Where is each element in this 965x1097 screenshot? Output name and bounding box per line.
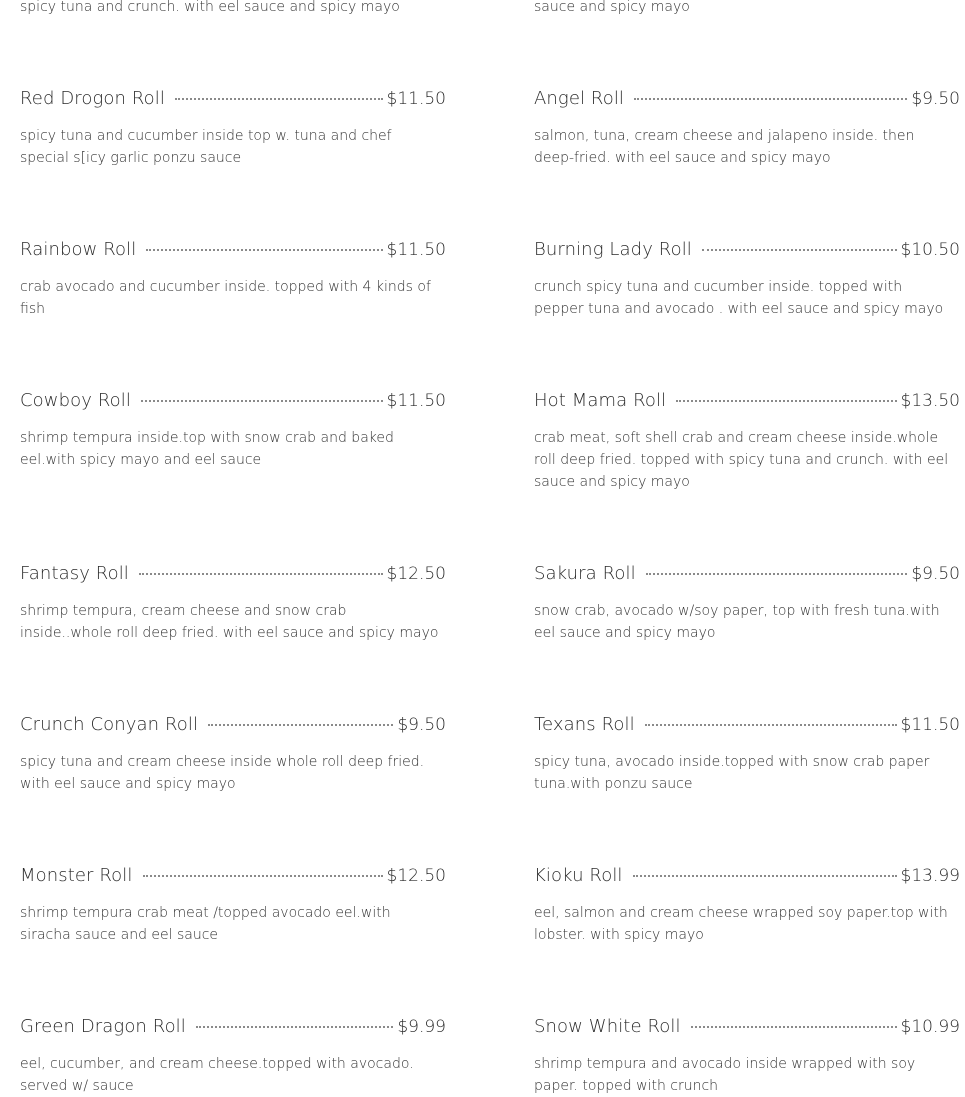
menu-item-description: spicy tuna, avocado inside.topped with snow crab paper tuna.with ponzu sauce: [534, 754, 930, 792]
dot-leader: [196, 1025, 393, 1028]
menu-item-price: $13.50: [900, 391, 960, 411]
menu-item-header: [534, 88, 960, 112]
menu-item-name: Hot Mama Roll: [534, 390, 667, 411]
menu-item-price: $9.50: [911, 89, 960, 109]
menu-item-price: $12.50: [386, 564, 446, 584]
menu-item-header: [20, 563, 446, 587]
menu-item-price: $12.50: [386, 866, 446, 886]
menu-item-price: $11.50: [386, 391, 446, 411]
menu-item-header: [20, 390, 446, 414]
menu-item-name: Crunch Conyan Roll: [20, 714, 199, 735]
menu-item-name: Cowboy Roll: [20, 390, 131, 411]
menu-item: [534, 865, 960, 946]
menu-item-description: crunch spicy tuna and cucumber inside. topped with pepper tuna and avocado . with eel sauce and spicy mayo: [534, 279, 944, 317]
dot-leader: [633, 874, 897, 877]
menu-item-header: [534, 1016, 960, 1040]
menu-item-name: Angel Roll: [534, 88, 625, 109]
menu-item-name: Sakura Roll: [534, 563, 636, 584]
menu-item: [534, 390, 960, 493]
menu-item-header: [534, 563, 960, 587]
menu-item-price: $10.99: [900, 1017, 960, 1037]
dot-leader: [175, 97, 383, 100]
menu-item-header: [534, 714, 960, 738]
menu-item-name: Kioku Roll: [534, 865, 623, 886]
menu-item-description: crab meat, soft shell crab and cream cheese inside.whole roll deep fried. topped with spicy tuna and crunch. with eel sauce and spicy mayo: [534, 430, 949, 490]
menu-item-description: salmon, tuna, cream cheese and jalapeno inside. then deep-fried. with eel sauce and spicy mayo: [534, 128, 915, 166]
menu-item-name: Monster Roll: [20, 865, 133, 886]
menu-item-price: $9.50: [911, 564, 960, 584]
menu-item-name: Rainbow Roll: [20, 239, 137, 260]
menu-item-name: Fantasy Roll: [20, 563, 129, 584]
menu-item: [20, 714, 446, 795]
menu-item: [534, 563, 960, 644]
menu-item-header: [20, 88, 446, 112]
menu-item-name: Burning Lady Roll: [534, 239, 692, 260]
menu-item: [20, 88, 446, 169]
menu-item-name: Red Drogon Roll: [20, 88, 165, 109]
dot-leader: [208, 723, 393, 726]
dot-leader: [139, 572, 383, 575]
menu-item-header: [534, 865, 960, 889]
dot-leader: [702, 248, 897, 251]
menu-item-description: eel, cucumber, and cream cheese.topped with avocado. served w/ sauce: [20, 1056, 414, 1094]
partial-item-description: sauce and spicy mayo: [534, 0, 690, 15]
menu-item-price: $13.99: [900, 866, 960, 886]
menu-item: [534, 1016, 960, 1097]
menu-item: [20, 239, 446, 320]
menu-item-header: [20, 239, 446, 263]
menu-item-description: crab avocado and cucumber inside. topped with 4 kinds of fish: [20, 279, 431, 317]
menu-item-price: $11.50: [900, 715, 960, 735]
menu-item-name: Green Dragon Roll: [20, 1016, 186, 1037]
dot-leader: [141, 399, 383, 402]
menu-item-price: $9.99: [397, 1017, 446, 1037]
menu-item: [20, 563, 446, 644]
partial-item-description: spicy tuna and crunch. with eel sauce and spicy mayo: [20, 0, 400, 15]
menu-item: [534, 239, 960, 320]
menu-item-header: [20, 865, 446, 889]
menu-item: [20, 390, 446, 471]
menu-item: [20, 1016, 446, 1097]
dot-leader: [143, 874, 383, 877]
dot-leader: [646, 572, 908, 575]
menu-item-header: [534, 390, 960, 414]
dot-leader: [676, 399, 896, 402]
dot-leader: [146, 248, 382, 251]
menu-item-description: shrimp tempura, cream cheese and snow crab inside..whole roll deep fried. with eel sauce and spicy mayo: [20, 603, 439, 641]
menu-item: [534, 714, 960, 795]
menu-item-description: eel, salmon and cream cheese wrapped soy paper.top with lobster. with spicy mayo: [534, 905, 948, 943]
menu-item: [534, 88, 960, 169]
menu-item-description: spicy tuna and cream cheese inside whole roll deep fried. with eel sauce and spicy mayo: [20, 754, 425, 792]
menu-item: [20, 865, 446, 946]
menu-item-price: $11.50: [386, 240, 446, 260]
dot-leader: [634, 97, 907, 100]
menu-item-price: $9.50: [397, 715, 446, 735]
dot-leader: [645, 723, 897, 726]
menu-item-header: [534, 239, 960, 263]
menu-item-header: [20, 714, 446, 738]
menu-item-description: spicy tuna and cucumber inside top w. tuna and chef special s[icy garlic ponzu sauce: [20, 128, 392, 166]
dot-leader: [691, 1025, 897, 1028]
menu-item-header: [20, 1016, 446, 1040]
menu-item-description: shrimp tempura inside.top with snow crab and baked eel.with spicy mayo and eel sauce: [20, 430, 394, 468]
menu-item-price: $10.50: [900, 240, 960, 260]
menu-item-price: $11.50: [386, 89, 446, 109]
menu-item-description: snow crab, avocado w/soy paper, top with fresh tuna.with eel sauce and spicy mayo: [534, 603, 940, 641]
menu-item-description: shrimp tempura and avocado inside wrapped with soy paper. topped with crunch: [534, 1056, 916, 1094]
menu-item-name: Snow White Roll: [534, 1016, 681, 1037]
menu-item-name: Texans Roll: [534, 714, 635, 735]
menu-item-description: shrimp tempura crab meat /topped avocado eel.with siracha sauce and eel sauce: [20, 905, 391, 943]
